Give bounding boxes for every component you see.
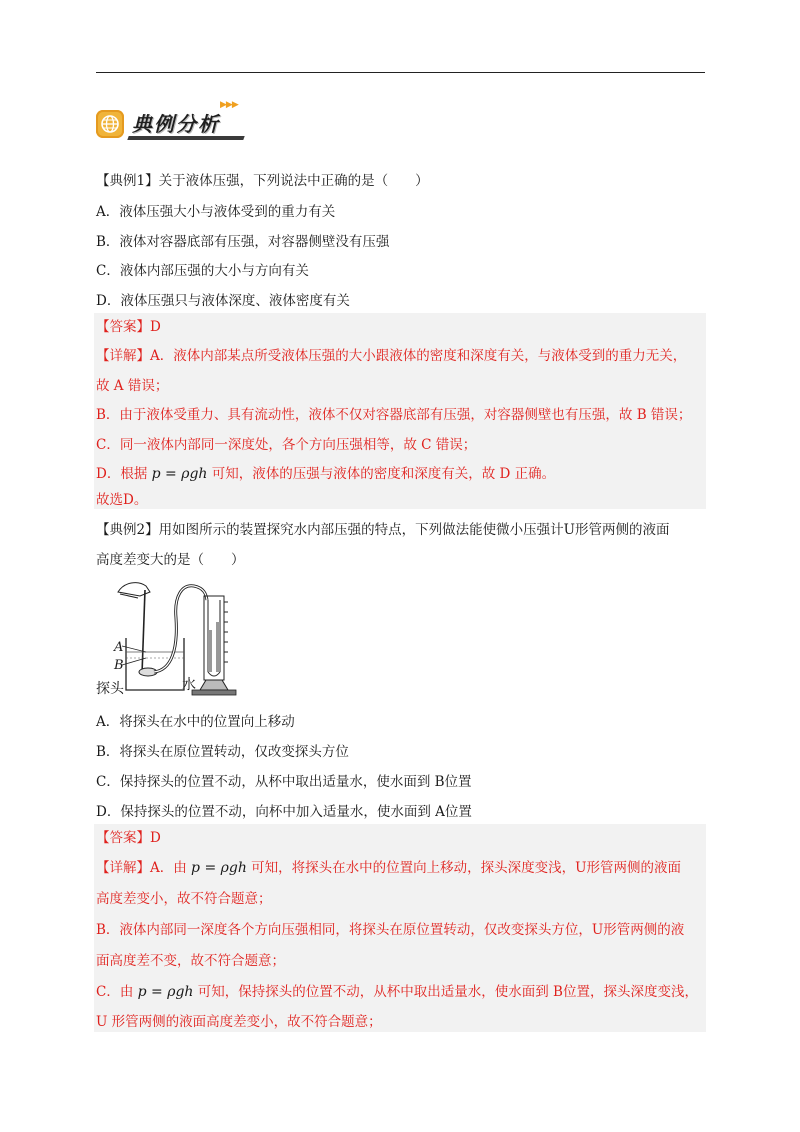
example2-option-c: C．保持探头的位置不动，从杯中取出适量水，使水面到 B位置	[96, 774, 472, 790]
pressure-gauge-figure	[96, 578, 240, 698]
example2-answer	[96, 829, 161, 847]
answer-value: D	[150, 830, 161, 846]
detail-a-post: 可知，将探头在水中的位置向上移动，探头深度变浅，U形管两侧的液面	[251, 860, 682, 876]
example1-option-c: C．液体内部压强的大小与方向有关	[96, 263, 309, 279]
example1-conclusion: 故选D。	[96, 492, 148, 508]
detail-a-pre: A．由	[150, 860, 187, 876]
formula-pressure: p = ρgh	[137, 984, 194, 1000]
banner-title: 典例分析	[132, 112, 220, 136]
example2-stem-line2: 高度差变大的是（ ）	[96, 552, 245, 568]
figure-label-a: A	[114, 640, 124, 655]
section-banner	[96, 100, 256, 144]
globe-icon	[96, 110, 124, 138]
example2-detail-a	[96, 859, 681, 877]
detail-label: 【详解】	[96, 348, 150, 364]
example2-detail-c-cont: U 形管两侧的液面高度差变小，故不符合题意；	[96, 1014, 382, 1030]
detail-d-post: 可知，液体的压强与液体的密度和深度有关，故 D 正确。	[211, 466, 556, 482]
example2-option-b: B．将探头在原位置转动，仅改变探头方位	[96, 744, 349, 760]
example1-answer	[96, 318, 161, 336]
example2-detail-b: B．液体内部同一深度各个方向压强相同，将探头在原位置转动，仅改变探头方位，U形管两侧的液	[96, 922, 685, 938]
example1-detail-c: C．同一液体内部同一深度处，各个方向压强相等，故 C 错误；	[96, 437, 477, 453]
example2-detail-b-cont: 面高度差不变，故不符合题意；	[96, 953, 285, 969]
example1-stem: 【典例1】关于液体压强，下列说法中正确的是（ ）	[96, 173, 429, 189]
detail-c-pre: C．由	[96, 984, 134, 1000]
formula-pressure: p = ρgh	[191, 860, 247, 876]
figure-label-probe: 探头	[96, 681, 124, 697]
figure-label-water: 水	[182, 677, 196, 693]
example2-option-a: A．将探头在水中的位置向上移动	[96, 714, 295, 730]
banner-arrows: ▶▶▶	[220, 100, 238, 110]
detail-c-post: 可知，保持探头的位置不动，从杯中取出适量水，使水面到 B位置，探头深度变浅，	[197, 984, 698, 1000]
formula-pressure: p = ρgh	[151, 466, 208, 482]
answer-value: D	[150, 319, 161, 335]
example1-detail-b: B．由于液体受重力、具有流动性，液体不仅对容器底部有压强，对容器侧壁也有压强，故 B 错误；	[96, 407, 692, 423]
answer-label: 【答案】	[96, 830, 150, 846]
example2-stem-line1: 【典例2】用如图所示的装置探究水内部压强的特点，下列做法能使微小压强计U形管两侧的液面	[96, 522, 670, 538]
example1-option-b: B．液体对容器底部有压强，对容器侧壁没有压强	[96, 234, 390, 250]
answer-label: 【答案】	[96, 319, 150, 335]
example2-option-d: D．保持探头的位置不动，向杯中加入适量水，使水面到 A位置	[96, 804, 472, 820]
detail-label: 【详解】	[96, 860, 150, 876]
detail-text: A．液体内部某点所受液体压强的大小跟液体的密度和深度有关，与液体受到的重力无关，	[150, 348, 687, 364]
example2-detail-a-cont: 高度差变小，故不符合题意；	[96, 891, 272, 907]
header-rule	[96, 72, 705, 73]
example1-option-a: A．液体压强大小与液体受到的重力有关	[96, 204, 336, 220]
example2-detail-c	[96, 983, 698, 1001]
figure-label-b: B	[114, 658, 124, 673]
detail-d-pre: D．根据	[96, 466, 148, 482]
example1-option-d: D．液体压强只与液体深度、液体密度有关	[96, 293, 350, 309]
example1-detail-a	[96, 347, 686, 365]
example1-detail-a-cont: 故 A 错误；	[96, 378, 169, 394]
example1-detail-d	[96, 465, 555, 483]
